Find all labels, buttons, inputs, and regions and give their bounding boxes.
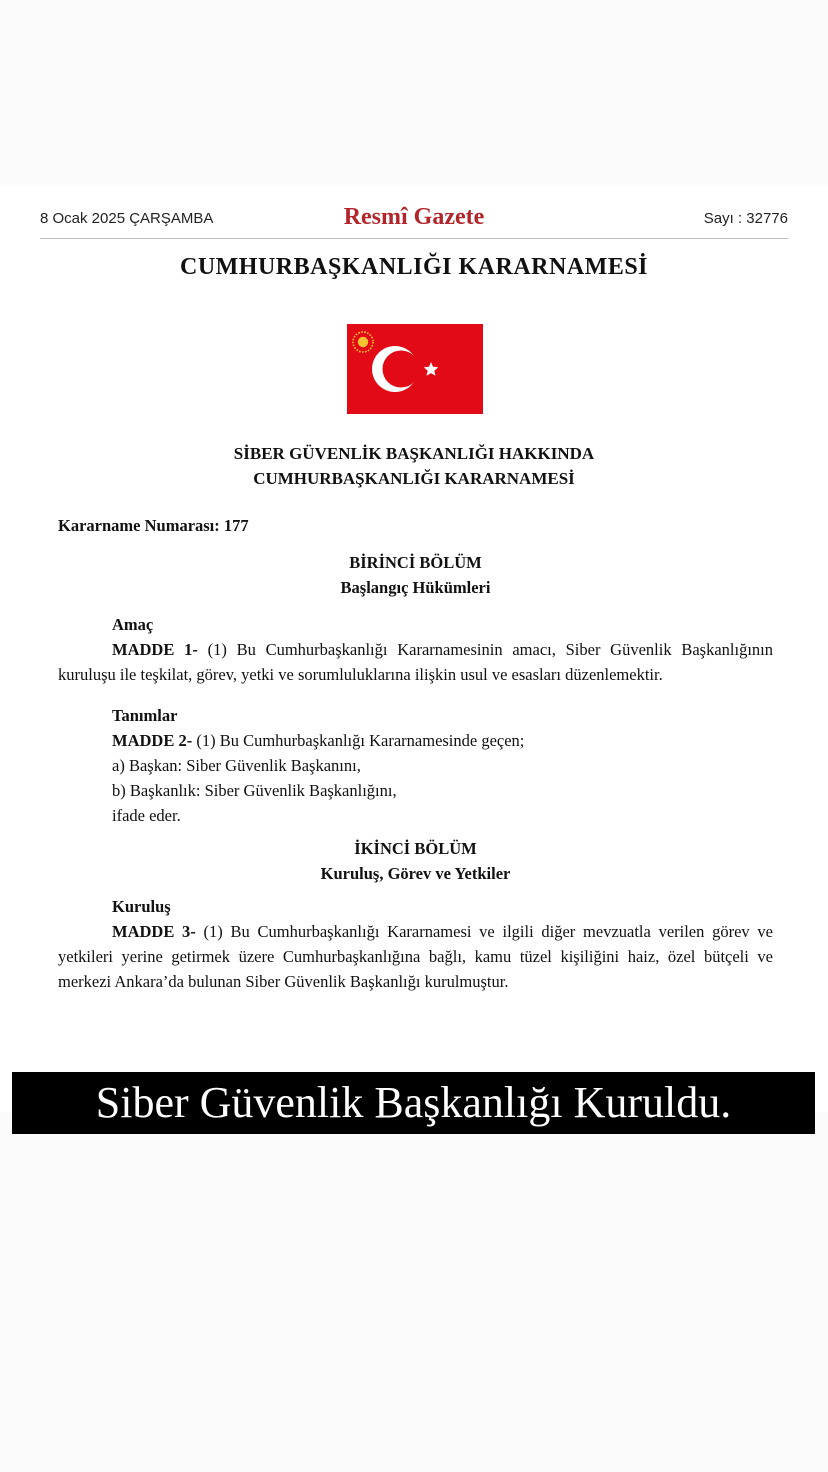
section2-heading: İKİNCİ BÖLÜM: [354, 839, 477, 858]
gazette-header: [40, 204, 788, 234]
decree-title-line1: SİBER GÜVENLİK BAŞKANLIĞI HAKKINDA: [233, 444, 595, 463]
main-title: CUMHURBAŞKANLIĞI KARARNAMESİ: [179, 254, 649, 280]
article1-paragraph: [58, 637, 773, 687]
header-date: 8 Ocak 2025 ÇARŞAMBA: [40, 210, 214, 227]
article2-item-b: b) Başkanlık: Siber Güvenlik Başkanlığını,: [112, 781, 397, 800]
section1-subheading: Başlangıç Hükümleri: [340, 578, 491, 597]
section2-subheading: Kuruluş, Görev ve Yetkiler: [320, 864, 511, 883]
issue-number: Sayı : 32776: [703, 210, 788, 227]
article2-label: MADDE 2-: [112, 731, 193, 750]
decree-title: [10, 441, 818, 491]
article2-title: Tanımlar: [112, 706, 178, 725]
article2-item-a: a) Başkan: Siber Güvenlik Başkanını,: [112, 756, 361, 775]
article2-text: (1) Bu Cumhurbaşkanlığı Kararnamesinde geçen;: [192, 731, 525, 750]
article2-paragraph: [58, 728, 773, 753]
article3-text: (1) Bu Cumhurbaşkanlığı Kararnamesi ve ilgili diğer mevzuatla verilen görev ve yetkileri yerine getirmek üzere Cumhurbaşkanlığına bağlı, kamu tüzel kişiliğini haiz, özel bütçeli ve merkezi Ankara’da bulunan Siber Güvenlik Başkanlığı kurulmuştur.: [58, 922, 773, 991]
gazette-sheet: [10, 186, 818, 1112]
article2-closing: ifade eder.: [112, 806, 181, 825]
decree-title-line2: CUMHURBAŞKANLIĞI KARARNAMESİ: [253, 469, 575, 488]
decree-body: [58, 513, 773, 994]
gazette-page: [0, 186, 828, 1112]
section1-heading: BİRİNCİ BÖLÜM: [349, 553, 482, 572]
caption-banner: Siber Güvenlik Başkanlığı Kuruldu.: [12, 1072, 815, 1134]
article1-title: Amaç: [112, 615, 154, 634]
decree-number: Kararname Numarası: 177: [58, 516, 249, 535]
turkish-flag-icon: [347, 324, 483, 414]
header-divider: [40, 238, 788, 239]
gazette-name: Resmî Gazete: [343, 204, 485, 230]
article3-paragraph: [58, 919, 773, 994]
article1-text: (1) Bu Cumhurbaşkanlığı Kararnamesinin amacı, Siber Güvenlik Başkanlığının kuruluşu ile teşkilat, görev, yetki ve sorumluluklarına ilişkin usul ve esasları düzenlemektir.: [58, 640, 773, 684]
article3-label: MADDE 3-: [112, 922, 196, 941]
article1-label: MADDE 1-: [112, 640, 198, 659]
article3-title: Kuruluş: [112, 897, 171, 916]
